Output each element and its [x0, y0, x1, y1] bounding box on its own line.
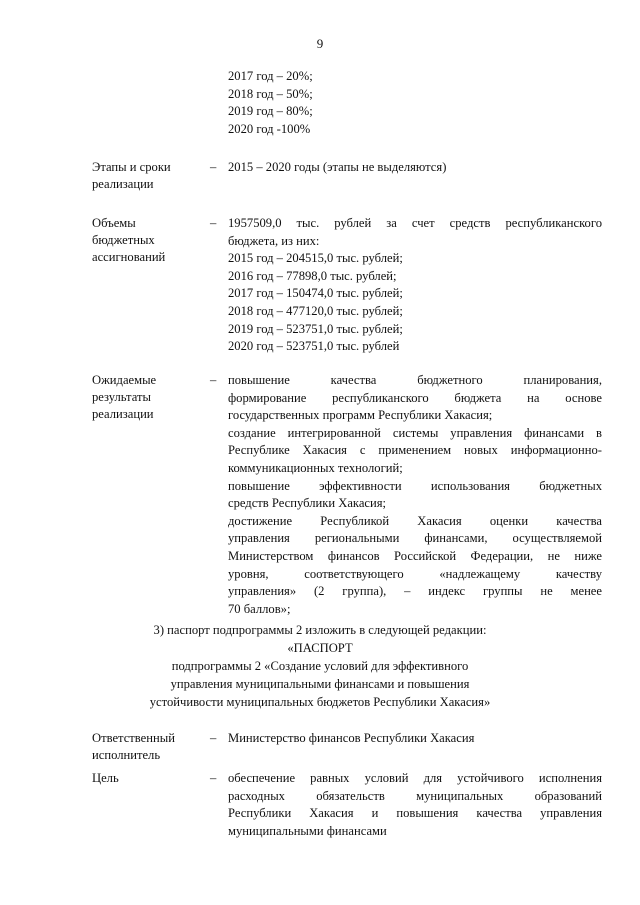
- results-text: [228, 372, 602, 618]
- goal-line: муниципальными финансами: [228, 823, 387, 838]
- budget-year-item: 2015 год – 204515,0 тыс. рублей;: [228, 251, 403, 266]
- results-line: коммуникационных технологий;: [228, 460, 403, 475]
- dash-separator: –: [210, 731, 217, 745]
- executor-label: Ответственный исполнитель: [92, 731, 175, 762]
- passport-subtitle-line: подпрограммы 2 «Создание условий для эффективного: [171, 659, 469, 673]
- passport-title: «ПАСПОРТ: [287, 641, 353, 655]
- budget-year-item: 2016 год – 77898,0 тыс. рублей;: [228, 268, 397, 283]
- goal-row: [92, 770, 602, 840]
- budget-year-item: 2018 год – 477120,0 тыс. рублей;: [228, 303, 403, 318]
- goal-line: расходных обязательств муниципальных образований: [228, 788, 602, 803]
- budget-year-item: 2017 год – 150474,0 тыс. рублей;: [228, 286, 403, 301]
- budget-row: Объемы бюджетных ассигнований – 1957509,0 тыс. рублей за счет средств республиканского бюджета, из них: 2015 год – 204515,0 тыс. рублей; 2016 год – 77898,0 тыс. рублей; 2017 год – 150474,0 тыс. рублей; 2018 год – 477120,0 тыс. рублей; 2019 год – 523751,0 тыс. рублей; 2020 год – 523751,0 тыс. рублей: [92, 215, 602, 356]
- dash-separator: –: [210, 216, 217, 230]
- goal-line: Республики Хакасия и повышения качества управления: [228, 806, 602, 821]
- results-line: создание интегрированной системы управления финансами в: [228, 425, 602, 440]
- goal-label: Цель: [92, 771, 119, 785]
- results-line: формирование республиканского бюджета на основе: [228, 390, 602, 405]
- indicator-values-list: [92, 68, 602, 138]
- budget-year-item: 2019 год – 523751,0 тыс. рублей;: [228, 321, 403, 336]
- results-line: Республике Хакасия с применением новых информационно-: [228, 443, 602, 458]
- executor-text: Министерство финансов Республики Хакасия: [228, 731, 475, 745]
- results-line: повышение эффективности использования бюджетных: [228, 478, 602, 493]
- results-line: Министерством финансов Российской Федерации, не ниже: [228, 548, 602, 563]
- stages-row: [92, 159, 602, 191]
- budget-label: Объемы бюджетных ассигнований: [92, 216, 166, 264]
- results-line: уровня, соответствующего «надлежащему качеству: [228, 566, 602, 581]
- list-item: 2020 год -100%: [228, 121, 311, 136]
- results-line: управления региональными финансами, осуществляемой: [228, 531, 602, 546]
- passport-subtitle-line: устойчивости муниципальных бюджетов Республики Хакасия»: [149, 695, 491, 709]
- dash-separator: –: [210, 160, 217, 174]
- budget-year-item: 2020 год – 523751,0 тыс. рублей: [228, 339, 400, 354]
- section-intro: 3) паспорт подпрограммы 2 изложить в следующей редакции:: [153, 623, 487, 637]
- results-line: достижение Республикой Хакасия оценки качества: [228, 513, 602, 528]
- list-item: 2018 год – 50%;: [228, 86, 313, 101]
- results-row: [92, 372, 602, 618]
- dash-separator: –: [210, 771, 217, 785]
- stages-text: 2015 – 2020 годы (этапы не выделяются): [228, 160, 447, 174]
- page-number: 9: [316, 36, 324, 51]
- stages-label: Этапы и сроки реализации: [92, 160, 171, 191]
- results-label: Ожидаемые результаты реализации: [92, 373, 157, 421]
- results-line: повышение качества бюджетного планирования,: [228, 373, 602, 387]
- goal-line: обеспечение равных условий для устойчивого исполнения: [228, 771, 602, 785]
- results-line: средств Республики Хакасия;: [228, 496, 387, 511]
- list-item: 2019 год – 80%;: [228, 104, 313, 119]
- results-line: управления» (2 группа), – индекс группы не менее: [228, 584, 602, 599]
- executor-row: [92, 730, 602, 762]
- results-line: 70 баллов»;: [228, 601, 291, 616]
- budget-intro: 1957509,0 тыс. рублей за счет средств республиканского: [228, 216, 602, 230]
- results-line: государственных программ Республики Хакасия;: [228, 408, 493, 423]
- dash-separator: –: [210, 373, 217, 387]
- goal-text: [228, 770, 602, 840]
- list-item: 2017 год – 20%;: [228, 69, 313, 83]
- passport-subtitle-line: управления муниципальными финансами и повышения: [170, 677, 470, 691]
